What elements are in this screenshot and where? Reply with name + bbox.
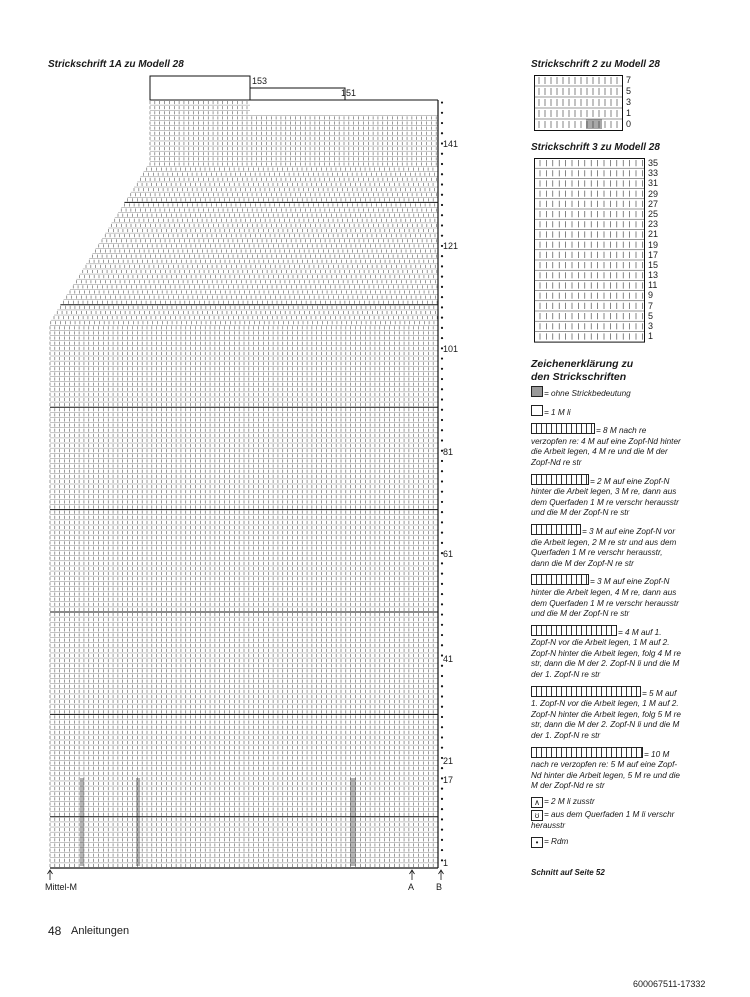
chart1-title: Strickschrift 1A zu Modell 28	[48, 59, 184, 70]
chart1-grid	[40, 70, 460, 900]
